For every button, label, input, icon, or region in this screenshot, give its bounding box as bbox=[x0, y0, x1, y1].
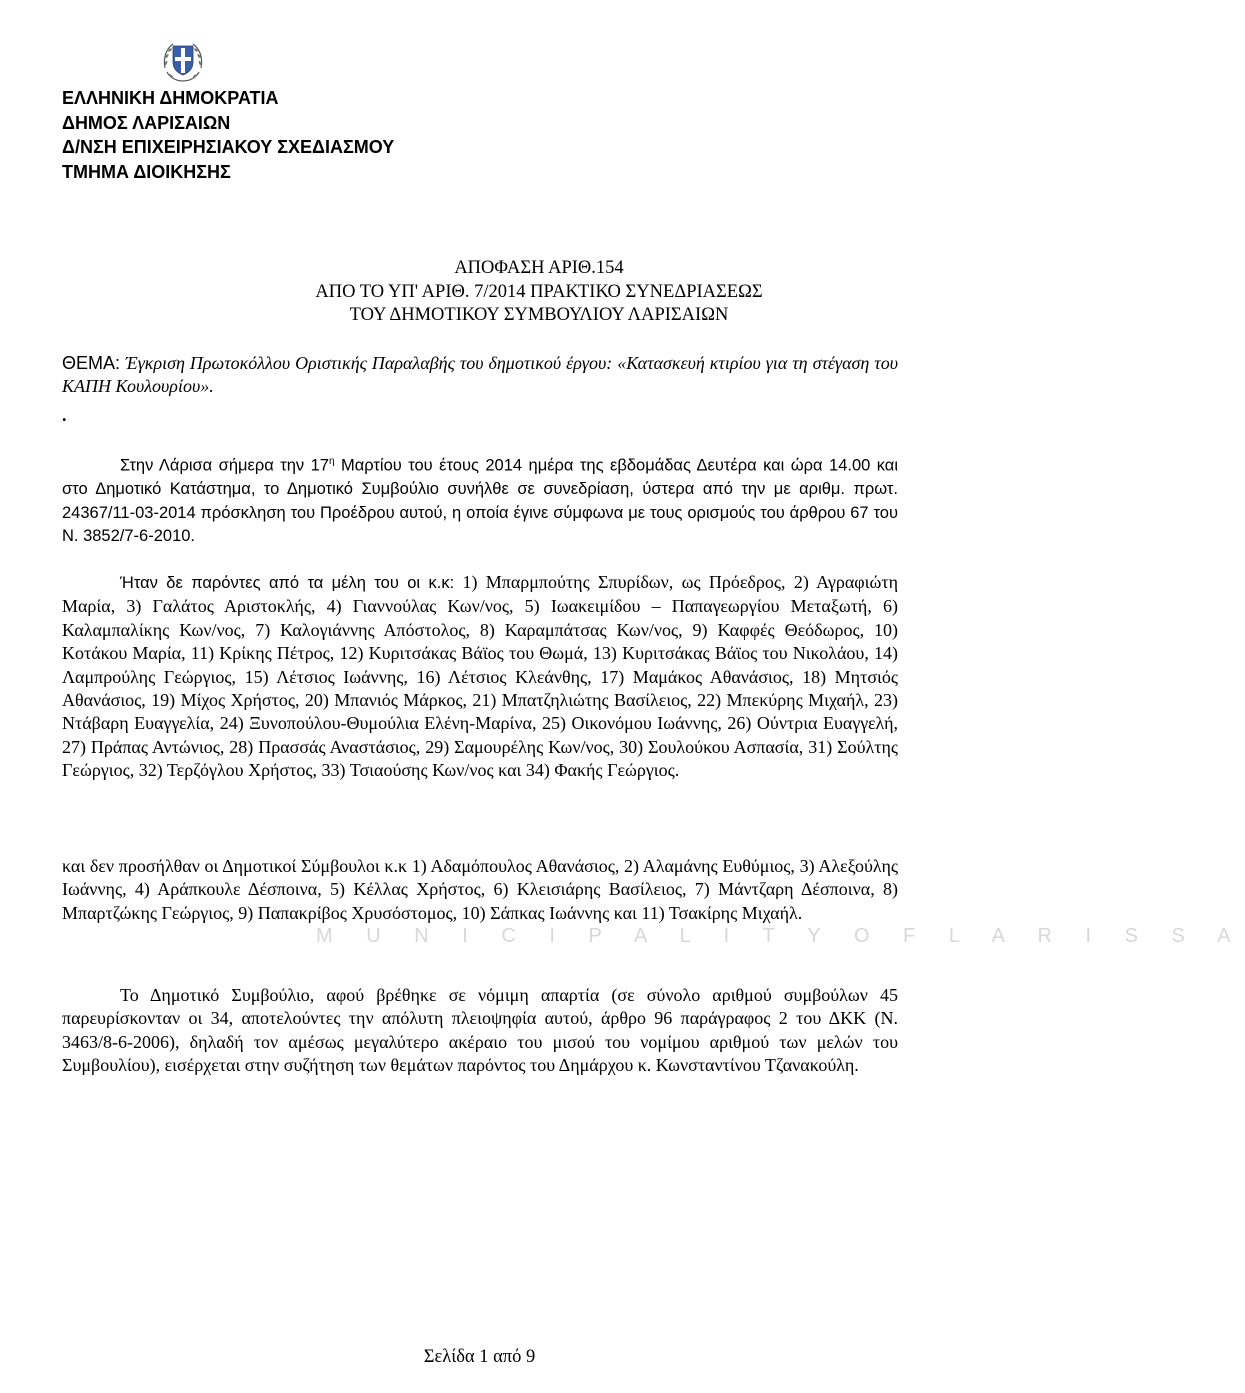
issuer-header bbox=[62, 86, 394, 184]
page-footer bbox=[0, 1347, 960, 1368]
subject bbox=[62, 352, 898, 399]
separator-dot: . bbox=[62, 405, 67, 425]
greek-emblem-icon bbox=[160, 38, 206, 84]
decision-council: ΤΟΥ ΔΗΜΟΤΙΚΟΥ ΣΥΜΒΟΥΛΙΟΥ ΛΑΡΙΣΑΙΩΝ bbox=[349, 305, 729, 325]
meeting-text-start: Στην Λάρισα σήμερα την 17 bbox=[120, 456, 329, 475]
present-intro: Ήταν δε παρόντες από τα μέλη του οι κ.κ: bbox=[120, 574, 455, 592]
header-directorate: Δ/ΝΣΗ ΕΠΙΧΕΙΡΗΣΙΑΚΟΥ ΣΧΕΔΙΑΣΜΟΥ bbox=[62, 137, 395, 157]
decision-number: ΑΠΟΦΑΣΗ ΑΡΙΘ.154 bbox=[454, 258, 624, 278]
header-department: ΤΜΗΜΑ ΔΙΟΙΚΗΣΗΣ bbox=[62, 161, 231, 182]
header-municipality: ΔΗΜΟΣ ΛΑΡΙΣΑΙΩΝ bbox=[62, 112, 231, 133]
meeting-date-suffix: η bbox=[328, 456, 335, 467]
subject-label: ΘΕΜΑ: bbox=[62, 353, 126, 373]
present-members-paragraph bbox=[62, 571, 898, 783]
watermark: M U N I C I P A L I T Y O F L A R I S S A bbox=[316, 925, 1245, 947]
subject-text: Έγκριση Πρωτοκόλλου Οριστικής Παραλαβής του δημοτικού έργου: «Κατασκευή κτιρίου για τη στέγαση του ΚΑΠΗ Κουλουρίου». bbox=[62, 353, 899, 397]
decision-title bbox=[0, 257, 960, 328]
present-members-list: 1) Μπαρμπούτης Σπυρίδων, ως Πρόεδρος, 2) Αγραφιώτη Μαρία, 3) Γαλάτος Αριστοκλής, 4) Γιαννούλας Κων/νος, 5) Ιωακειμίδου – Παπαγεωργίου Μεταξωτή, 6) Καλαμπαλίκης Κων/νος, 7) Καλογιάννης Απόστολος, 8) Καραμπάτσας Κων/νος, 9) Καφφές Θεόδωρος, 10) Κοτάκου Μαρία, 11) Κρίκης Πέτρος, 12) Κυριτσάκας Βάϊος του Θωμά, 13) Κυριτσάκας Βάϊος του Νικολάου, 14) Λαμπρούλης Γεώργιος, 15) Λέτσιος Ιωάννης, 16) Λέτσιος Κλεάνθης, 17) Μαμάκος Αθανάσιος, 18) Μητσιός Αθανάσιος, 19) Μίχος Χρήστος, 20) Μπανιός Μάρκος, 21) Μπατζηλιώτης Βασίλειος, 22) Μπεκύρης Μιχαήλ, 23) Ντάβαρη Ευαγγελία, 24) Ξυνοπούλου-Θυμούλια Ελένη-Μαρίνα, 25) Οικονόμου Ιωάννης, 26) Ούντρια Ευαγγελή, 27) Πράπας Αντώνιος, 28) Πρασσάς Αναστάσιος, 29) Σαμουρέλης Κων/νος, 30) Σουλούκου Ασπασία, 31) Σούλτης Γεώργιος, 32) Τερζόγλου Χρήστος, 33) Τσιαούσης Κων/νος και 34) Φακής Γεώργιος. bbox=[62, 572, 898, 781]
absent-members-paragraph: και δεν προσήλθαν οι Δημοτικοί Σύμβουλοι κ.κ 1) Αδαμόπουλος Αθανάσιος, 2) Αλαμάνης Ευθύμιος, 3) Αλεξούλης Ιωάννης, 4) Αράπκουλε Δέσποινα, 5) Κέλλας Χρήστος, 6) Κλεισιάρης Βασίλειος, 7) Μάντζαρη Δέσποινα, 8) Μπαρτζώκης Γεώργιος, 9) Παπακρίβος Χρυσόστομος, 10) Σάπκας Ιωάννης και 11) Τσακίρης Μιχαήλ. bbox=[62, 856, 898, 923]
meeting-paragraph bbox=[62, 450, 898, 549]
meeting-text-end: Μαρτίου του έτους 2014 ημέρα της εβδομάδας Δευτέρα και ώρα 14.00 και στο Δημοτικό Κατάστημα, το Δημοτικό Συμβούλιο συνήλθε σε συνεδρίαση, ύστερα από την με αριθμ. πρωτ. 24367/11-03-2014 πρόσκληση του Προέδρου αυτού, η οποία έγινε σύμφωνα με τους ορισμούς του άρθρου 67 του Ν. 3852/7-6-2010. bbox=[62, 456, 898, 545]
header-country: ΕΛΛΗΝΙΚΗ ΔΗΜΟΚΡΑΤΙΑ bbox=[62, 88, 279, 108]
decision-minutes: ΑΠΟ ΤΟ ΥΠ' ΑΡΙΘ. 7/2014 ΠΡΑΚΤΙΚΟ ΣΥΝΕΔΡΙΑΣΕΩΣ bbox=[315, 281, 763, 302]
page-number: Σελίδα 1 από 9 bbox=[423, 1347, 536, 1367]
quorum-paragraph: Το Δημοτικό Συμβούλιο, αφού βρέθηκε σε νόμιμη απαρτία (σε σύνολο αριθμού συμβούλων 45 παρευρίσκονταν οι 34, αποτελούντες την απόλυτη πλειοψηφία αυτού, άρθρο 96 παράγραφος 2 του ΔΚΚ (Ν. 3463/8-6-2006), δηλαδή τον αμέσως μεγαλύτερο ακέραιο του μισού του νομίμου αριθμού των μελών του Συμβουλίου), εισέρχεται στην συζήτηση των θεμάτων παρόντος του Δημάρχου κ. Κωνσταντίνου Τζανακούλη. bbox=[62, 985, 898, 1076]
